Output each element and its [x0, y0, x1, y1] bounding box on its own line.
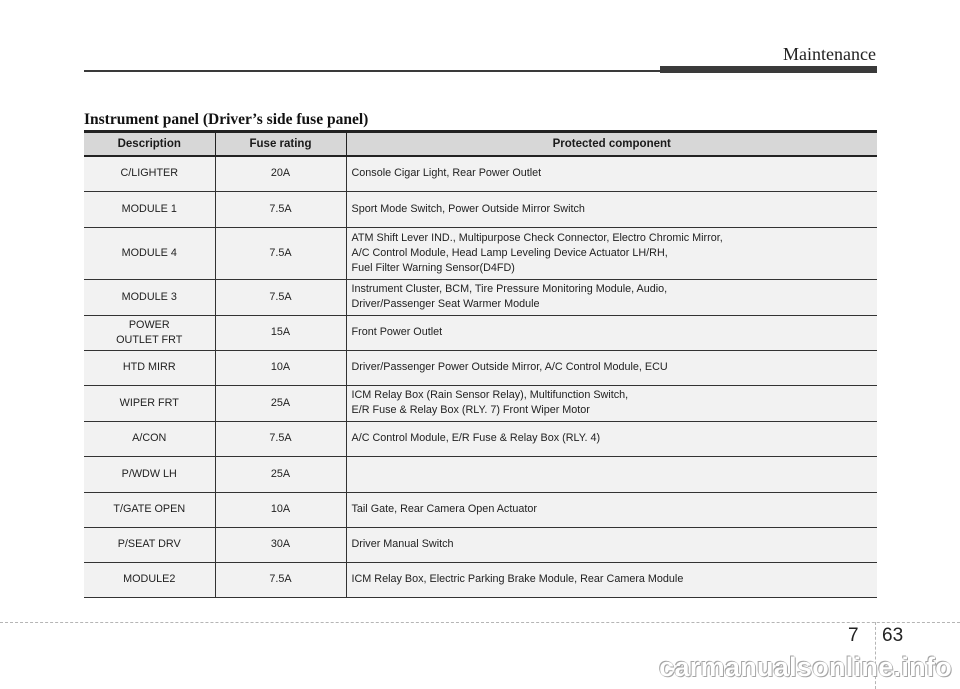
row-description: HTD MIRR	[84, 350, 215, 385]
row-protected-component: A/C Control Module, E/R Fuse & Relay Box (RLY. 4)	[346, 421, 877, 456]
row-protected-component: Driver/Passenger Power Outside Mirror, A/C Control Module, ECU	[346, 350, 877, 385]
row-fuse-rating: 15A	[215, 315, 346, 350]
chapter-number: 7	[848, 625, 859, 646]
row-protected-component: Front Power Outlet	[346, 315, 877, 350]
table-header-row	[84, 133, 877, 156]
table-row	[84, 279, 877, 315]
row-description: T/GATE OPEN	[84, 492, 215, 527]
table-row	[84, 315, 877, 350]
row-description: C/LIGHTER	[84, 156, 215, 191]
row-description: P/SEAT DRV	[84, 527, 215, 562]
column-header-fuse-rating: Fuse rating	[215, 133, 346, 156]
row-fuse-rating: 7.5A	[215, 562, 346, 597]
header-rule	[84, 70, 662, 72]
row-fuse-rating: 7.5A	[215, 279, 346, 315]
row-description: MODULE 3	[84, 279, 215, 315]
row-protected-component: ICM Relay Box (Rain Sensor Relay), Multifunction Switch, E/R Fuse & Relay Box (RLY. 7) Front Wiper Motor	[346, 385, 877, 421]
column-header-description: Description	[84, 133, 215, 156]
row-fuse-rating: 7.5A	[215, 227, 346, 279]
table-row	[84, 421, 877, 456]
table-row	[84, 562, 877, 597]
footer-rule	[0, 622, 960, 623]
row-protected-component: Instrument Cluster, BCM, Tire Pressure Monitoring Module, Audio, Driver/Passenger Seat Warmer Module	[346, 279, 877, 315]
row-protected-component: Tail Gate, Rear Camera Open Actuator	[346, 492, 877, 527]
fuse-table	[84, 133, 877, 598]
table-row	[84, 227, 877, 279]
row-description: MODULE2	[84, 562, 215, 597]
table-row	[84, 385, 877, 421]
table-body	[84, 156, 877, 597]
table-row	[84, 456, 877, 492]
row-protected-component: Driver Manual Switch	[346, 527, 877, 562]
row-fuse-rating: 25A	[215, 385, 346, 421]
row-description: POWER OUTLET FRT	[84, 315, 215, 350]
table-row	[84, 350, 877, 385]
row-description: WIPER FRT	[84, 385, 215, 421]
table-row	[84, 527, 877, 562]
row-protected-component: Sport Mode Switch, Power Outside Mirror Switch	[346, 191, 877, 227]
table-row	[84, 191, 877, 227]
row-description: A/CON	[84, 421, 215, 456]
row-description: P/WDW LH	[84, 456, 215, 492]
row-description: MODULE 4	[84, 227, 215, 279]
watermark-logo: carmanualsonline.info	[659, 652, 952, 682]
row-fuse-rating: 10A	[215, 350, 346, 385]
row-protected-component	[346, 456, 877, 492]
row-protected-component: ATM Shift Lever IND., Multipurpose Check Connector, Electro Chromic Mirror, A/C Control Module, Head Lamp Leveling Device Actuator LH/RH, Fuel Filter Warning Sensor(D4FD)	[346, 227, 877, 279]
row-description: MODULE 1	[84, 191, 215, 227]
row-fuse-rating: 7.5A	[215, 421, 346, 456]
table-row	[84, 156, 877, 191]
row-fuse-rating: 7.5A	[215, 191, 346, 227]
row-fuse-rating: 25A	[215, 456, 346, 492]
section-title: Instrument panel (Driver’s side fuse panel)	[84, 111, 369, 128]
page-number: 63	[882, 625, 904, 646]
row-fuse-rating: 10A	[215, 492, 346, 527]
row-fuse-rating: 20A	[215, 156, 346, 191]
table-row	[84, 492, 877, 527]
header-rule-bar	[660, 66, 877, 73]
row-fuse-rating: 30A	[215, 527, 346, 562]
chapter-title: Maintenance	[783, 44, 876, 64]
row-protected-component: ICM Relay Box, Electric Parking Brake Module, Rear Camera Module	[346, 562, 877, 597]
column-header-protected-component: Protected component	[346, 133, 877, 156]
row-protected-component: Console Cigar Light, Rear Power Outlet	[346, 156, 877, 191]
